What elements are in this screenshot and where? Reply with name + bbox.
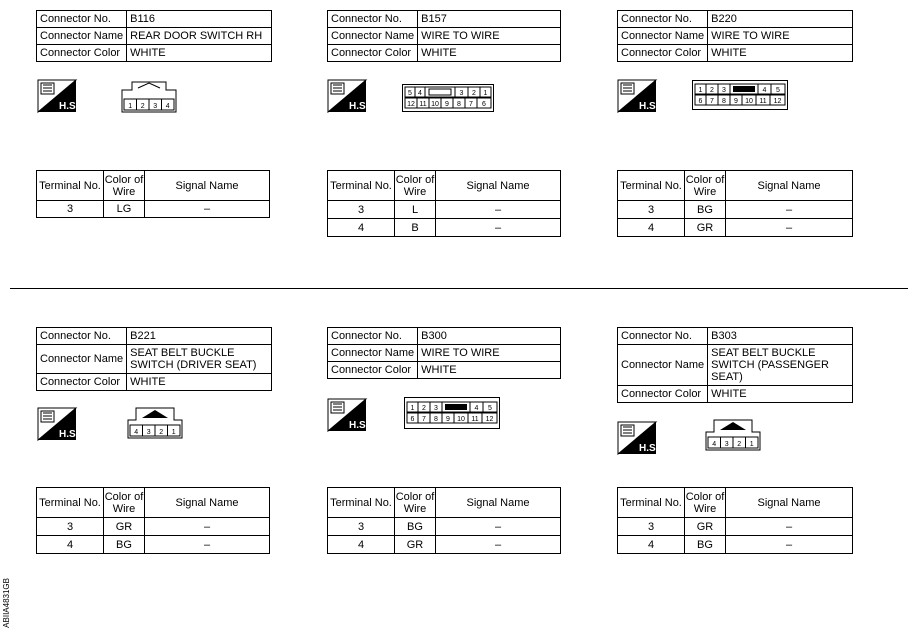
pin-row-top [407,402,497,412]
connector-name-label: Connector Name [618,345,708,386]
signal-name-header: Signal Name [145,488,270,518]
pin-label: 5 [408,90,412,97]
connector-no-value: B220 [708,11,853,28]
pin-label: 5 [776,87,780,94]
connector-face-b157 [402,84,494,117]
connector-face-b303 [702,418,764,457]
signal-cell: – [726,201,853,219]
pin-label: 3 [146,429,151,436]
connector-name-value: SEAT BELT BUCKLE SWITCH (PASSENGER SEAT) [708,345,853,386]
pin-label: 5 [488,405,492,412]
connector-b157 [327,10,561,62]
pin-label: 10 [457,416,465,423]
signal-name-header: Signal Name [436,171,561,201]
connector-outline [124,406,186,440]
terminal-cell: 4 [618,536,685,554]
pin-label: 12 [773,98,782,105]
terminal-cell: 4 [37,536,104,554]
signal-cell: – [145,201,270,218]
connector-outline [702,418,764,452]
terminal-table-b300 [327,487,561,554]
pin-label: 4 [134,429,139,436]
pin-label: 9 [445,101,449,108]
figure-code: ABIIA4831GB [2,578,11,628]
signal-cell: – [436,518,561,536]
connector-info-table [327,327,561,379]
hs-label: H.S. [639,101,659,112]
pin-label: 1 [410,405,415,412]
table-row [618,219,853,237]
harness-side-icon [618,422,659,454]
pin-label: 8 [722,98,726,105]
table-row [328,518,561,536]
table-row [328,536,561,554]
pin-label: 1 [483,90,488,97]
pin-label: 3 [434,405,438,412]
signal-name-header: Signal Name [726,171,853,201]
signal-cell: – [726,536,853,554]
color-of-wire-header: Color of Wire [104,171,145,201]
connector-b220 [617,10,853,62]
harness-side-icon [328,80,369,112]
connector-name-value: WIRE TO WIRE [418,345,561,362]
connector-no-value: B300 [418,328,561,345]
table-row [37,536,270,554]
table-row [37,518,270,536]
wire-color-cell: BG [685,201,726,219]
signal-cell: – [436,201,561,219]
signal-cell: – [436,536,561,554]
pin-label: 7 [422,416,426,423]
harness-side-icon [38,80,79,112]
pin-label: 8 [457,101,461,108]
pin-label: 4 [165,103,170,110]
signal-cell: – [436,219,561,237]
hs-label: H.S. [59,101,79,112]
wire-color-cell: BG [685,536,726,554]
signal-cell: – [145,536,270,554]
hs-label: H.S. [639,443,659,454]
connector-name-value: WIRE TO WIRE [418,28,561,45]
connector-info-table [617,10,853,62]
connector-no-label: Connector No. [328,11,418,28]
pin-label: 3 [153,103,158,110]
terminal-cell: 4 [328,219,395,237]
terminal-table-b303 [617,487,853,554]
connector-color-value: WHITE [418,45,561,62]
connector-no-value: B116 [127,11,272,28]
terminal-no-header: Terminal No. [618,488,685,518]
terminal-cell: 4 [618,219,685,237]
wire-color-cell: B [395,219,436,237]
terminal-table-b220 [617,170,853,237]
pin-label: 4 [762,87,767,94]
pin-row-top [405,87,491,97]
connector-no-value: B157 [418,11,561,28]
pin-label: 6 [410,416,415,423]
terminal-no-header: Terminal No. [328,171,395,201]
connector-no-label: Connector No. [37,11,127,28]
connector-color-value: WHITE [127,45,272,62]
connector-color-label: Connector Color [328,362,418,379]
pin-label: 2 [422,405,426,412]
color-of-wire-header: Color of Wire [685,488,726,518]
connector-b116 [36,10,272,62]
terminal-cell: 3 [618,518,685,536]
pin-label: 6 [698,98,703,105]
color-of-wire-header: Color of Wire [104,488,145,518]
connector-outline [402,84,494,112]
terminal-cell: 3 [37,201,104,218]
wire-color-cell: LG [104,201,145,218]
table-row [328,201,561,219]
hs-label: H.S. [59,429,79,440]
pin-label: 1 [171,429,176,436]
pin-row [130,425,180,436]
color-of-wire-header: Color of Wire [395,488,436,518]
table-row [618,518,853,536]
wire-color-cell: GR [104,518,145,536]
pin-label: 10 [745,98,753,105]
wire-color-cell: GR [685,219,726,237]
connector-color-value: WHITE [708,45,853,62]
signal-name-header: Signal Name [726,488,853,518]
terminal-cell: 4 [328,536,395,554]
connector-name-label: Connector Name [328,28,418,45]
wire-color-cell: L [395,201,436,219]
connector-face-b220 [692,80,788,115]
connector-info-table [617,327,853,403]
connector-outline [118,80,180,114]
wire-color-cell: GR [395,536,436,554]
pin-row-top [695,84,785,94]
signal-cell: – [726,518,853,536]
pin-label: 9 [734,98,738,105]
signal-cell: – [726,219,853,237]
terminal-no-header: Terminal No. [37,171,104,201]
pin-label: 3 [459,90,464,97]
pin-label: 11 [471,416,479,423]
pin-label: 2 [159,429,164,436]
connector-no-label: Connector No. [328,328,418,345]
pin-label: 4 [474,405,479,412]
connector-color-value: WHITE [708,386,853,403]
connector-name-value: WIRE TO WIRE [708,28,853,45]
signal-name-header: Signal Name [145,171,270,201]
connector-b303 [617,327,853,403]
pin-label: 6 [482,101,486,108]
connector-info-table [36,10,272,62]
pin-row-bottom [695,95,785,105]
pin-label: 1 [698,87,703,94]
table-row [618,536,853,554]
connector-outline [692,80,788,110]
terminal-cell: 3 [328,518,395,536]
terminal-table-b221 [36,487,270,554]
hs-label: H.S. [349,101,369,112]
connector-info-table [36,327,272,391]
color-of-wire-header: Color of Wire [685,171,726,201]
connector-name-label: Connector Name [37,28,127,45]
connector-face-b116 [118,80,180,119]
connector-color-label: Connector Color [37,374,127,391]
connector-info-table [327,10,561,62]
connector-no-label: Connector No. [618,328,708,345]
pin-row [124,99,174,110]
connector-name-value: REAR DOOR SWITCH RH [127,28,272,45]
pin-label: 1 [128,103,133,110]
harness-side-icon [328,399,369,431]
pin-label: 4 [418,90,422,97]
harness-side-icon [38,408,79,440]
pin-label: 1 [749,441,754,448]
connector-b221 [36,327,272,391]
wire-color-cell: BG [395,518,436,536]
harness-side-icon [618,80,659,112]
pin-row-bottom [405,98,491,108]
terminal-no-header: Terminal No. [37,488,104,518]
connector-name-value: SEAT BELT BUCKLE SWITCH (DRIVER SEAT) [127,345,272,374]
pin-label: 2 [472,90,476,97]
terminal-table-b116 [36,170,270,218]
pin-label: 8 [434,416,438,423]
pin-label: 7 [469,101,473,108]
connector-color-label: Connector Color [618,45,708,62]
pin-row-bottom [407,413,497,423]
connector-color-label: Connector Color [37,45,127,62]
connector-no-label: Connector No. [37,328,127,345]
table-row [37,201,270,218]
table-row [328,219,561,237]
pin-label: 2 [737,441,742,448]
connector-outline [404,397,500,429]
connector-name-label: Connector Name [328,345,418,362]
connector-color-label: Connector Color [328,45,418,62]
pin-label: 11 [759,98,767,105]
pin-label: 4 [712,441,717,448]
pin-label: 10 [431,101,439,108]
pin-label: 12 [485,416,494,423]
pin-label: 11 [419,101,427,108]
pin-label: 12 [407,101,415,108]
hs-label: H.S. [349,420,369,431]
connector-no-label: Connector No. [618,11,708,28]
connector-name-label: Connector Name [618,28,708,45]
terminal-cell: 3 [328,201,395,219]
connector-no-value: B221 [127,328,272,345]
terminal-no-header: Terminal No. [328,488,395,518]
wire-color-cell: GR [685,518,726,536]
connector-no-value: B303 [708,328,853,345]
connector-b300 [327,327,561,379]
color-of-wire-header: Color of Wire [395,171,436,201]
connector-color-value: WHITE [127,374,272,391]
pin-label: 9 [446,416,450,423]
terminal-cell: 3 [618,201,685,219]
connector-face-b300 [404,397,500,434]
signal-cell: – [145,518,270,536]
terminal-cell: 3 [37,518,104,536]
pin-row [708,437,758,448]
wire-color-cell: BG [104,536,145,554]
pin-label: 3 [722,87,726,94]
pin-label: 7 [710,98,714,105]
terminal-table-b157 [327,170,561,237]
section-divider [10,288,908,289]
connector-color-value: WHITE [418,362,561,379]
signal-name-header: Signal Name [436,488,561,518]
pin-label: 2 [140,103,145,110]
connector-color-label: Connector Color [618,386,708,403]
pin-label: 3 [724,441,729,448]
pin-label: 2 [710,87,714,94]
connector-name-label: Connector Name [37,345,127,374]
terminal-no-header: Terminal No. [618,171,685,201]
table-row [618,201,853,219]
connector-face-b221 [124,406,186,445]
